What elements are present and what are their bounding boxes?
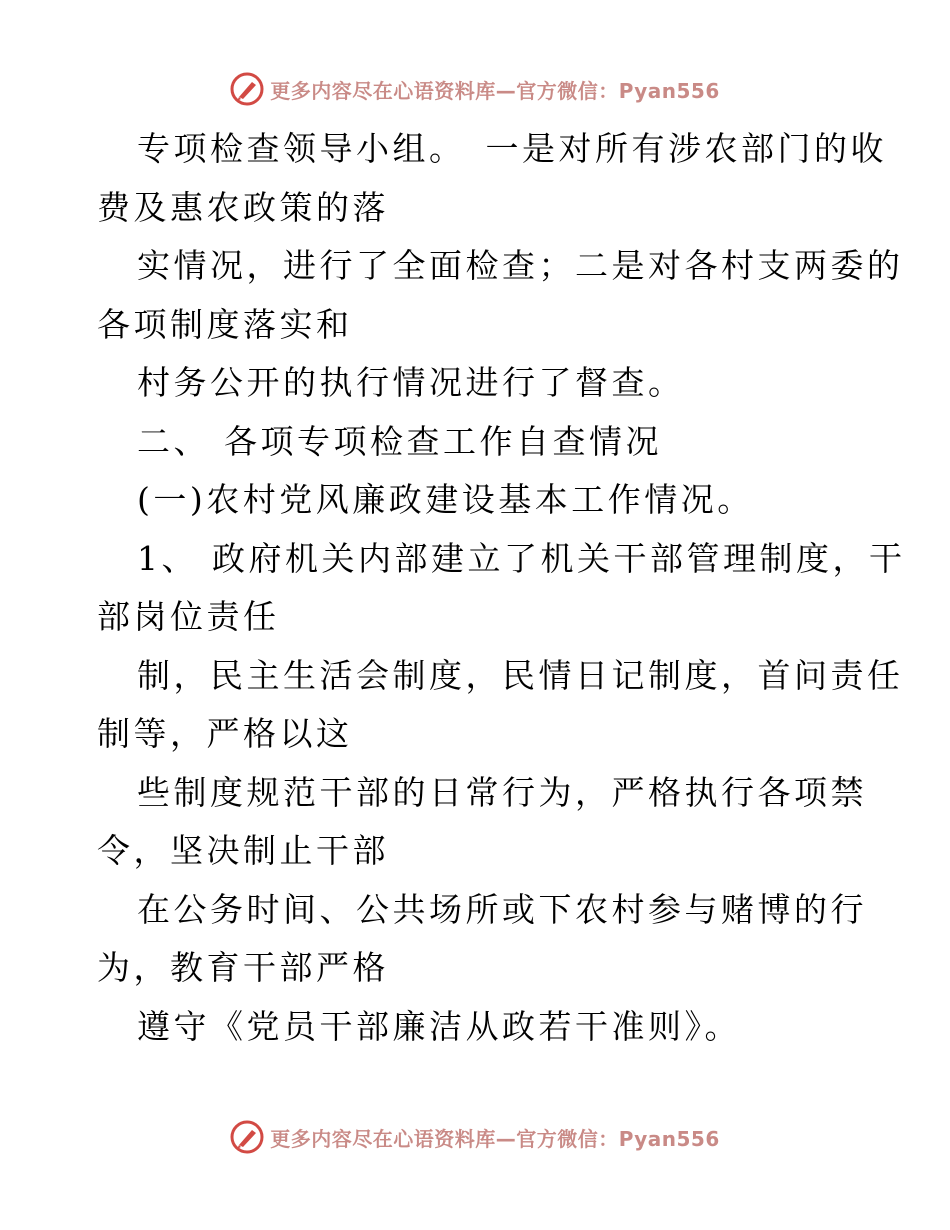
body-line: 在公务时间、公共场所或下农村参与赌博的行 <box>137 889 867 929</box>
body-line: 1、 政府机关内部建立了机关干部管理制度，干 <box>137 538 906 578</box>
subsection-heading: (一)农村党风廉政建设基本工作情况。 <box>137 480 754 519</box>
document-body <box>97 120 906 1056</box>
body-line: 村务公开的执行情况进行了督查。 <box>137 363 685 402</box>
body-line: 遵守《党员干部廉洁从政若干准则》。 <box>137 1006 741 1046</box>
body-line: 制等，严格以这 <box>97 714 353 753</box>
pen-logo-icon <box>230 1120 264 1154</box>
pen-logo-icon <box>230 72 264 106</box>
body-line: 专项检查领导小组。 一是对所有涉农部门的收 <box>137 129 887 168</box>
footer-banner <box>0 1120 950 1154</box>
header-banner <box>0 72 950 106</box>
body-line: 部岗位责任 <box>97 597 280 636</box>
body-line: 令，坚决制止干部 <box>97 831 389 870</box>
section-heading: 二、 各项专项检查工作自查情况 <box>137 421 662 461</box>
header-banner-text: 更多内容尽在心语资料库—官方微信：Pyan556 <box>270 78 720 103</box>
body-line: 制，民主生活会制度，民情日记制度，首问责任 <box>137 655 904 695</box>
body-line: 实情况，进行了全面检查；二是对各村支两委的 <box>137 246 904 285</box>
body-line: 为，教育干部严格 <box>97 948 389 987</box>
body-line: 些制度规范干部的日常行为，严格执行各项禁 <box>137 772 867 812</box>
footer-banner-text: 更多内容尽在心语资料库—官方微信：Pyan556 <box>270 1126 720 1151</box>
body-line: 各项制度落实和 <box>97 304 353 344</box>
body-line: 费及惠农政策的落 <box>97 187 389 227</box>
